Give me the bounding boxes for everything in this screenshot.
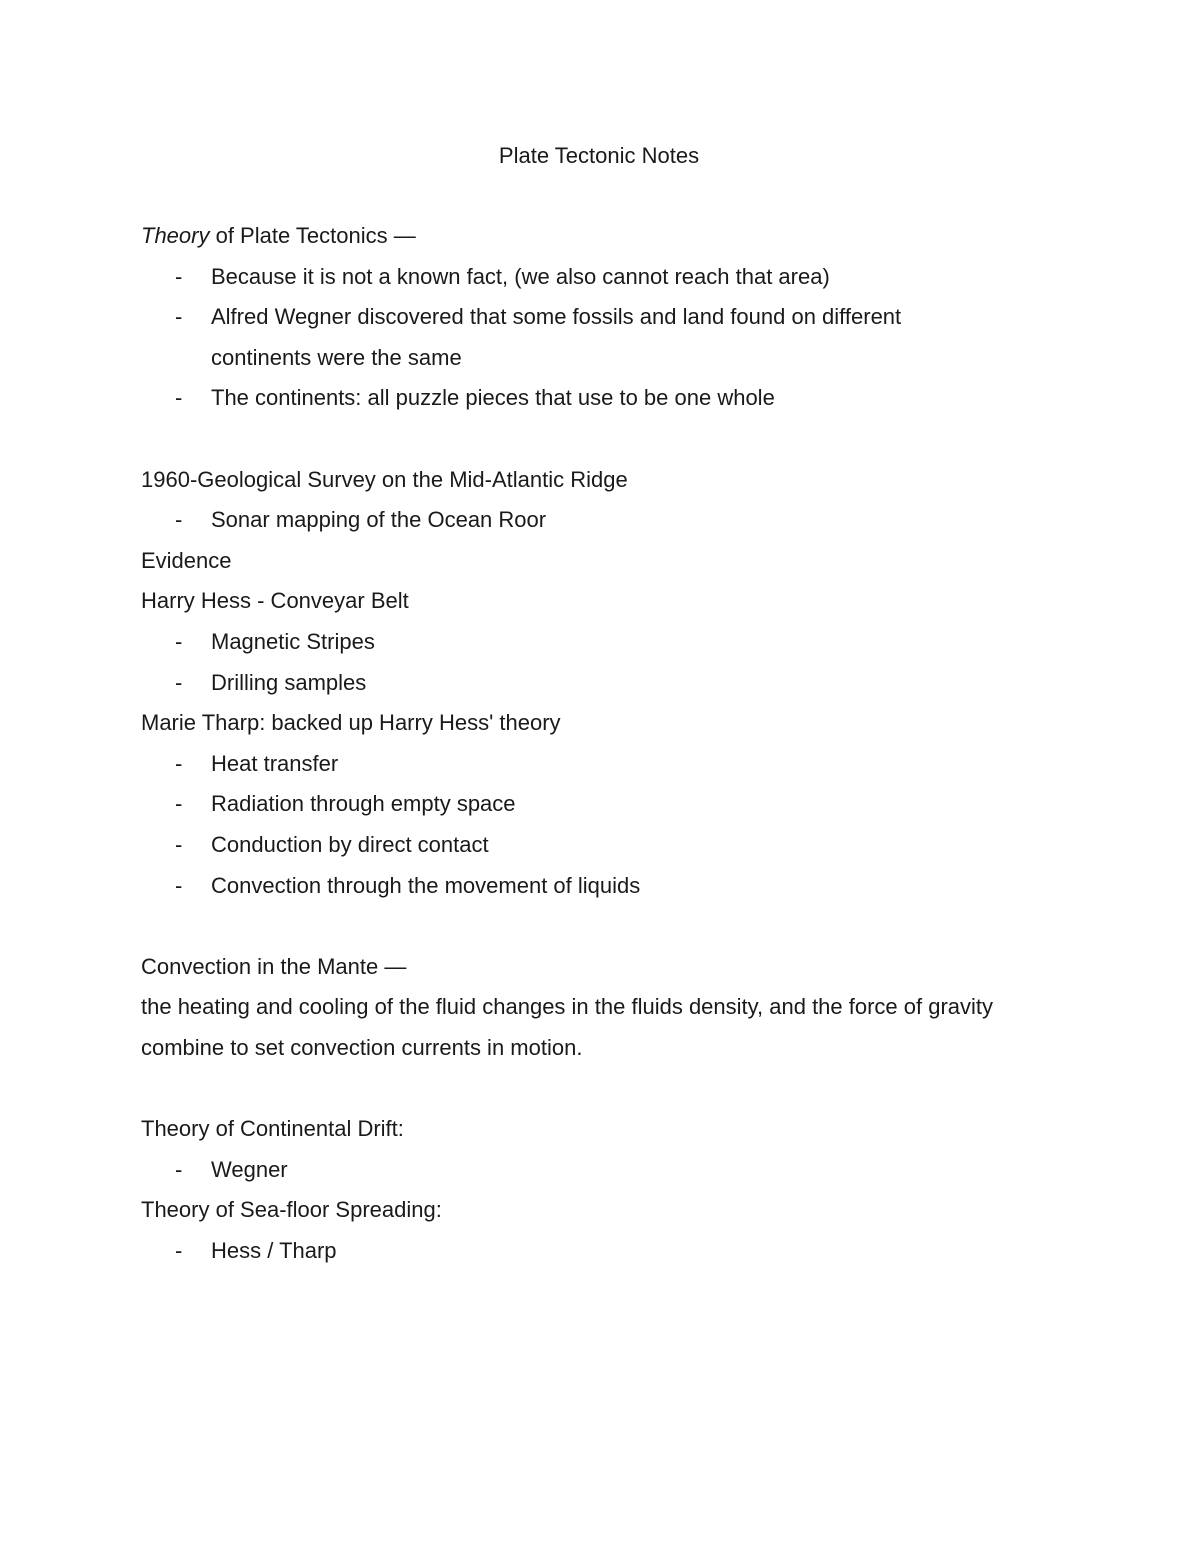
- section-heading-continental-drift: Theory of Continental Drift:: [141, 1116, 404, 1142]
- section-heading-harry-hess: Harry Hess - Conveyar Belt: [141, 588, 409, 614]
- list-item-text: Alfred Wegner discovered that some fossils and land found on different: [211, 304, 902, 330]
- bullet-dash: -: [175, 1237, 183, 1263]
- list-item: [141, 668, 1071, 709]
- paragraph-line: combine to set convection currents in motion.: [141, 1034, 583, 1060]
- heading-italic-word: Theory: [141, 223, 210, 248]
- bullet-dash: -: [175, 628, 183, 654]
- section-heading-plate-tectonics: [141, 221, 1071, 262]
- list-item-text: Heat transfer: [211, 750, 339, 776]
- heading-rest: of Plate Tectonics —: [209, 223, 416, 248]
- list-item: [141, 505, 1071, 546]
- list-item: [141, 1155, 1071, 1196]
- list-item-text: Drilling samples: [211, 669, 367, 695]
- page-title: Plate Tectonic Notes: [498, 143, 700, 168]
- list-item: [141, 749, 1071, 790]
- bullet-dash: -: [175, 791, 183, 817]
- list-item-text: Because it is not a known fact, (we also cannot reach that area): [211, 263, 830, 289]
- section-heading-convection-mantle: Convection in the Mante —: [141, 953, 407, 979]
- list-item: [141, 830, 1071, 871]
- bullet-dash: -: [175, 507, 183, 533]
- list-item-text: Wegner: [211, 1156, 288, 1182]
- bullet-dash: -: [175, 263, 183, 289]
- section-heading-geological-survey: 1960-Geological Survey on the Mid-Atlantic Ridge: [141, 466, 628, 492]
- list-item-text: Convection through the movement of liquids: [211, 872, 641, 898]
- list-item: [141, 262, 1071, 303]
- bullet-dash: -: [175, 831, 183, 857]
- bullet-dash: -: [175, 872, 183, 898]
- section-heading-sea-floor-spreading: Theory of Sea-floor Spreading:: [141, 1197, 442, 1223]
- list-item-text: The continents: all puzzle pieces that use to be one whole: [211, 385, 775, 411]
- list-item: [141, 627, 1071, 668]
- list-item-text: Magnetic Stripes: [211, 628, 375, 654]
- blank-line: [141, 1073, 1071, 1114]
- blank-line: [141, 911, 1071, 952]
- section-heading-marie-tharp: Marie Tharp: backed up Harry Hess' theory: [141, 710, 561, 736]
- list-item-text: Radiation through empty space: [211, 791, 516, 817]
- bullet-dash: -: [175, 669, 183, 695]
- blank-line: [141, 424, 1071, 465]
- bullet-dash: -: [175, 385, 183, 411]
- list-item: [141, 789, 1071, 830]
- list-item: [141, 1236, 1071, 1277]
- list-item-text: Conduction by direct contact: [211, 831, 489, 857]
- list-item: [141, 871, 1071, 912]
- bullet-dash: -: [175, 304, 183, 330]
- list-item-text: Sonar mapping of the Ocean Roor: [211, 507, 547, 533]
- list-item: [141, 302, 1071, 343]
- list-item: [141, 383, 1071, 424]
- list-item-continuation: continents were the same: [211, 344, 462, 370]
- bullet-dash: -: [175, 750, 183, 776]
- bullet-dash: -: [175, 1156, 183, 1182]
- list-item-text: Hess / Tharp: [211, 1237, 337, 1263]
- paragraph-line: the heating and cooling of the fluid changes in the fluids density, and the force of gravity: [141, 994, 994, 1020]
- document-body: [141, 221, 1071, 1276]
- evidence-label: Evidence: [141, 547, 232, 573]
